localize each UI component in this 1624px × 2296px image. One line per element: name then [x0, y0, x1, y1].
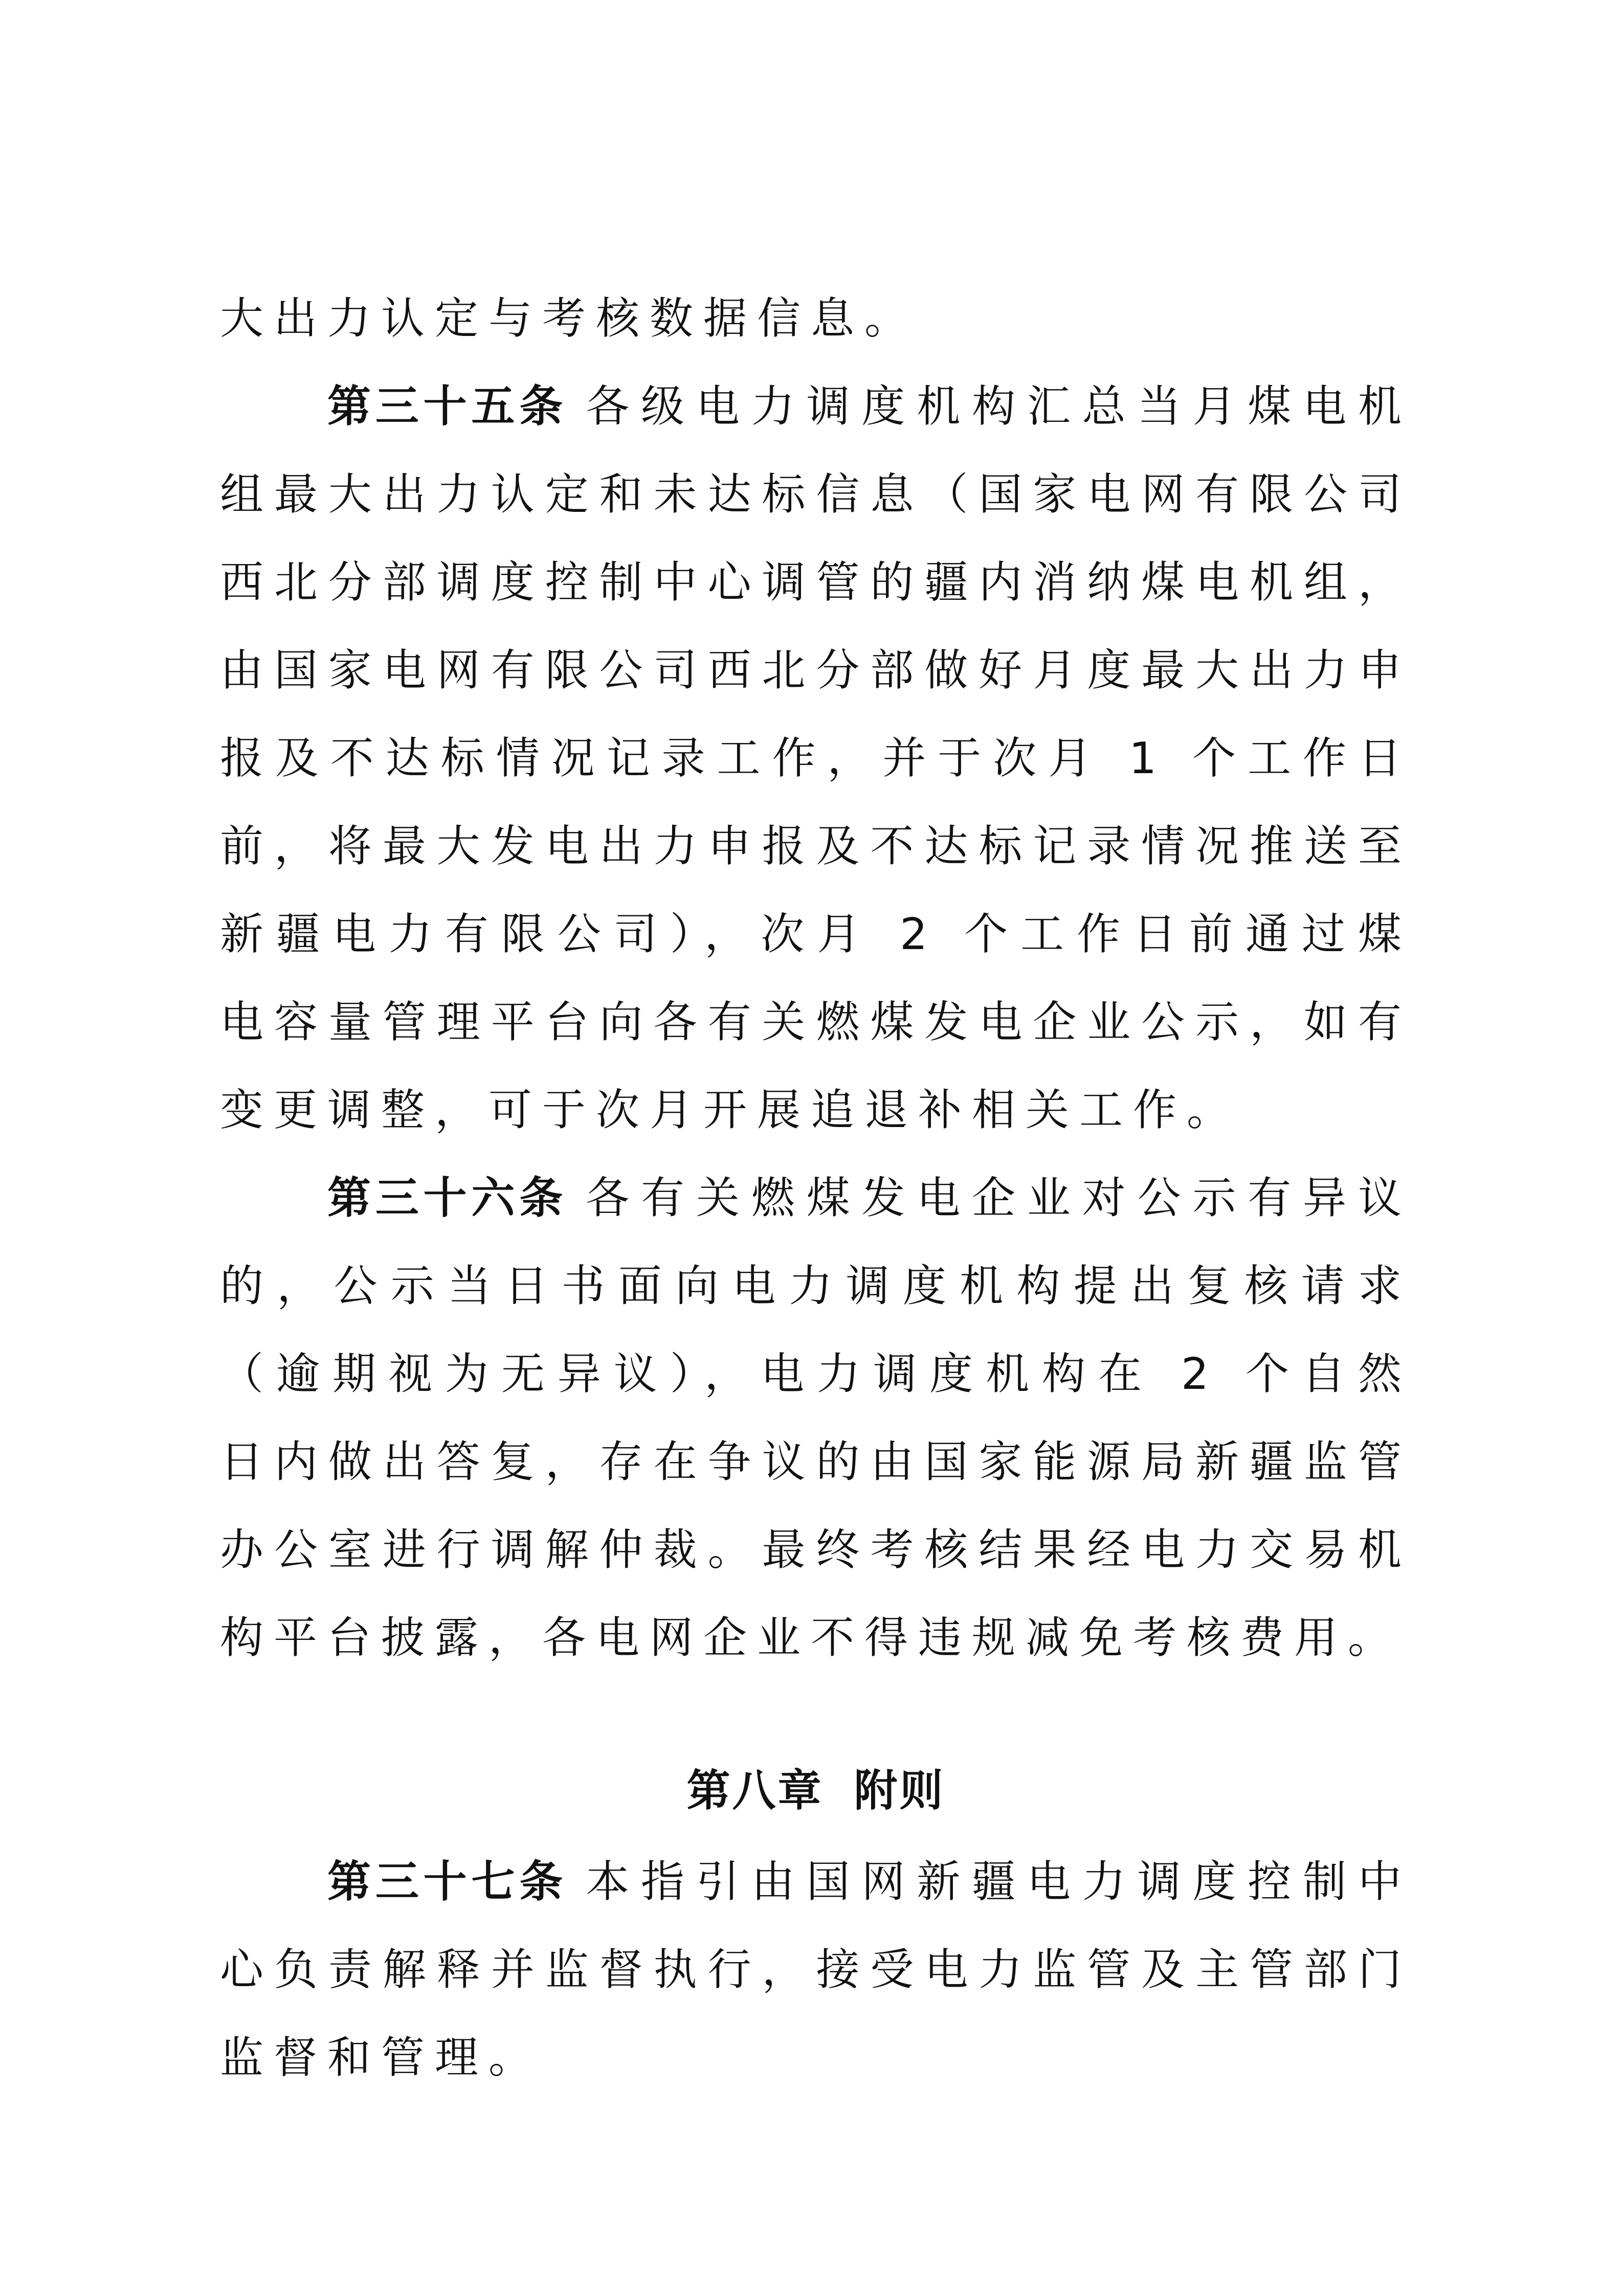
article-37-heading: 第三十七条 — [327, 1857, 568, 1907]
paragraph-continuation: 大出力认定与考核数据信息。 — [220, 294, 919, 344]
article-35-heading: 第三十五条 — [327, 381, 568, 432]
document-body — [220, 275, 1412, 2102]
article-36-heading: 第三十六条 — [327, 1173, 568, 1224]
article-35 — [220, 363, 1412, 1155]
article-37-text: 本指引由国网新疆电力调度控制中心负责解释并监督执行，接受电力监管及主管部门监督和管理。 — [220, 1857, 1412, 2083]
article-36-text: 各有关燃煤发电企业对公示有异议的，公示当日书面向电力调度机构提出复核请求（逾期视为无异议），电力调度机构在 2 个自然日内做出答复，存在争议的由国家能源局新疆监管办公室进行调解仲裁。最终考核结果经电力交易机构平台披露，各电网企业不得违规减免考核费用。 — [220, 1173, 1412, 1663]
chapter-title: 附则 — [854, 1766, 945, 1816]
chapter-heading — [220, 1682, 1412, 1838]
article-37 — [220, 1838, 1412, 2102]
article-35-text: 各级电力调度机构汇总当月煤电机组最大出力认定和未达标信息（国家电网有限公司西北分部调度控制中心调管的疆内消纳煤电机组，由国家电网有限公司西北分部做好月度最大出力申报及不达标情况记录工作，并于次月 1 个工作日前，将最大发电出力申报及不达标记录情况推送至新疆电力有限公司），次月 2 个工作日前通过煤电容量管理平台向各有关燃煤发电企业公示，如有变更调整，可于次月开展追退补相关工作。 — [220, 381, 1412, 1136]
chapter-number: 第八章 — [686, 1766, 824, 1816]
article-36 — [220, 1155, 1412, 1682]
